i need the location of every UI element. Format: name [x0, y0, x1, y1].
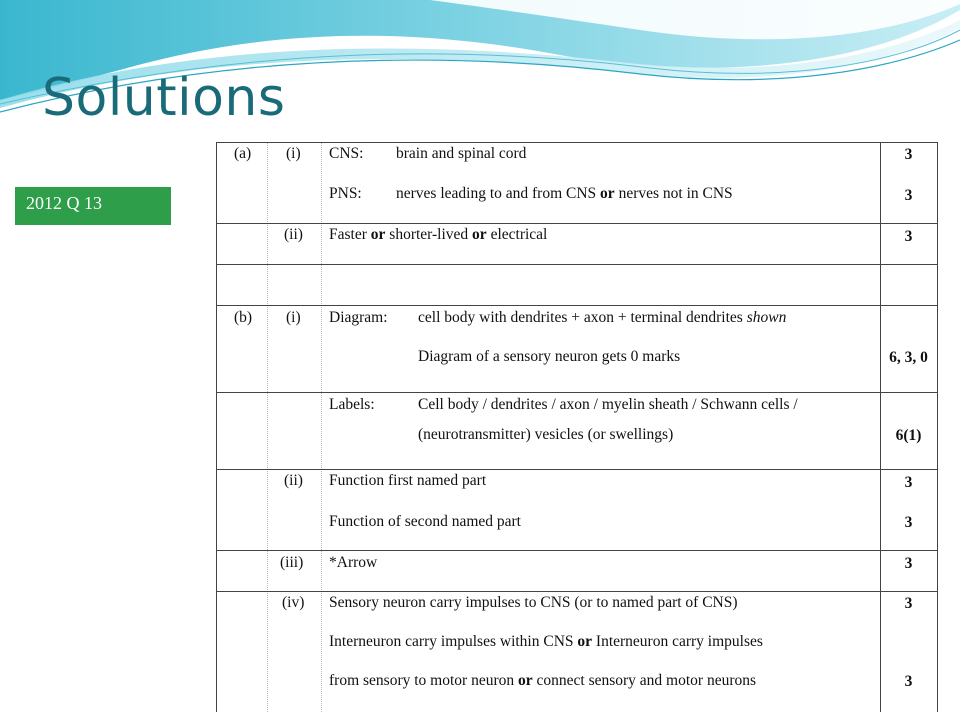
marks-value: 6, 3, 0 — [889, 349, 928, 366]
marks-value: 6(1) — [895, 427, 922, 444]
subpart-label: (i) — [286, 145, 301, 162]
subpart-label: (i) — [286, 309, 301, 326]
marking-scheme — [216, 137, 960, 712]
answer-text: (neurotransmitter) vesicles (or swellings) — [418, 426, 674, 443]
part-label: (b) — [234, 309, 253, 326]
answer-key: CNS: — [329, 145, 364, 162]
answer-text: Cell body / dendrites / axon / myelin sheath / Schwann cells / — [418, 396, 798, 413]
answer-text: Diagram of a sensory neuron gets 0 marks — [418, 348, 681, 365]
marks-value: 3 — [904, 228, 913, 245]
answer-text: Function first named part — [329, 472, 487, 489]
row-divider — [216, 591, 937, 592]
marks-value: 3 — [904, 146, 913, 163]
answer-text: from sensory to motor neuron or connect sensory and motor neurons — [329, 672, 757, 689]
column-divider — [267, 142, 268, 712]
answer-text: Function of second named part — [329, 513, 521, 530]
answer-text: Sensory neuron carry impulses to CNS (or to named part of CNS) — [329, 594, 738, 611]
row-divider — [216, 142, 937, 143]
table-border-right — [937, 142, 938, 712]
slide-title: Solutions — [42, 68, 286, 128]
row-divider — [216, 550, 937, 551]
marks-value: 3 — [904, 595, 913, 612]
answer-key: Labels: — [329, 396, 375, 413]
answer-text: cell body with dendrites + axon + terminal dendrites shown — [418, 309, 787, 326]
row-divider — [216, 392, 937, 393]
part-label: (a) — [234, 145, 252, 162]
row-divider — [216, 469, 937, 470]
marks-value: 3 — [904, 474, 913, 491]
answer-text: nerves leading to and from CNS or nerves not in CNS — [396, 185, 733, 202]
answer-text: Faster or shorter-lived or electrical — [329, 226, 548, 243]
marks-value: 3 — [904, 514, 913, 531]
subpart-label: (iii) — [280, 554, 304, 571]
row-divider — [216, 264, 937, 265]
subpart-label: (iv) — [282, 594, 305, 611]
answer-key: Diagram: — [329, 309, 388, 326]
column-divider — [321, 142, 322, 712]
marks-value: 3 — [904, 555, 913, 572]
row-divider — [216, 305, 937, 306]
answer-text: Interneuron carry impulses within CNS or Interneuron carry impulses — [329, 633, 763, 650]
marks-value: 3 — [904, 187, 913, 204]
question-badge: 2012 Q 13 — [15, 187, 171, 225]
answer-text: brain and spinal cord — [396, 145, 527, 162]
row-divider — [216, 223, 937, 224]
subpart-label: (ii) — [284, 226, 303, 243]
answer-key: PNS: — [329, 185, 362, 202]
table-border-left — [216, 142, 217, 712]
marks-value: 3 — [904, 673, 913, 690]
answer-text: *Arrow — [329, 554, 378, 571]
subpart-label: (ii) — [284, 472, 303, 489]
